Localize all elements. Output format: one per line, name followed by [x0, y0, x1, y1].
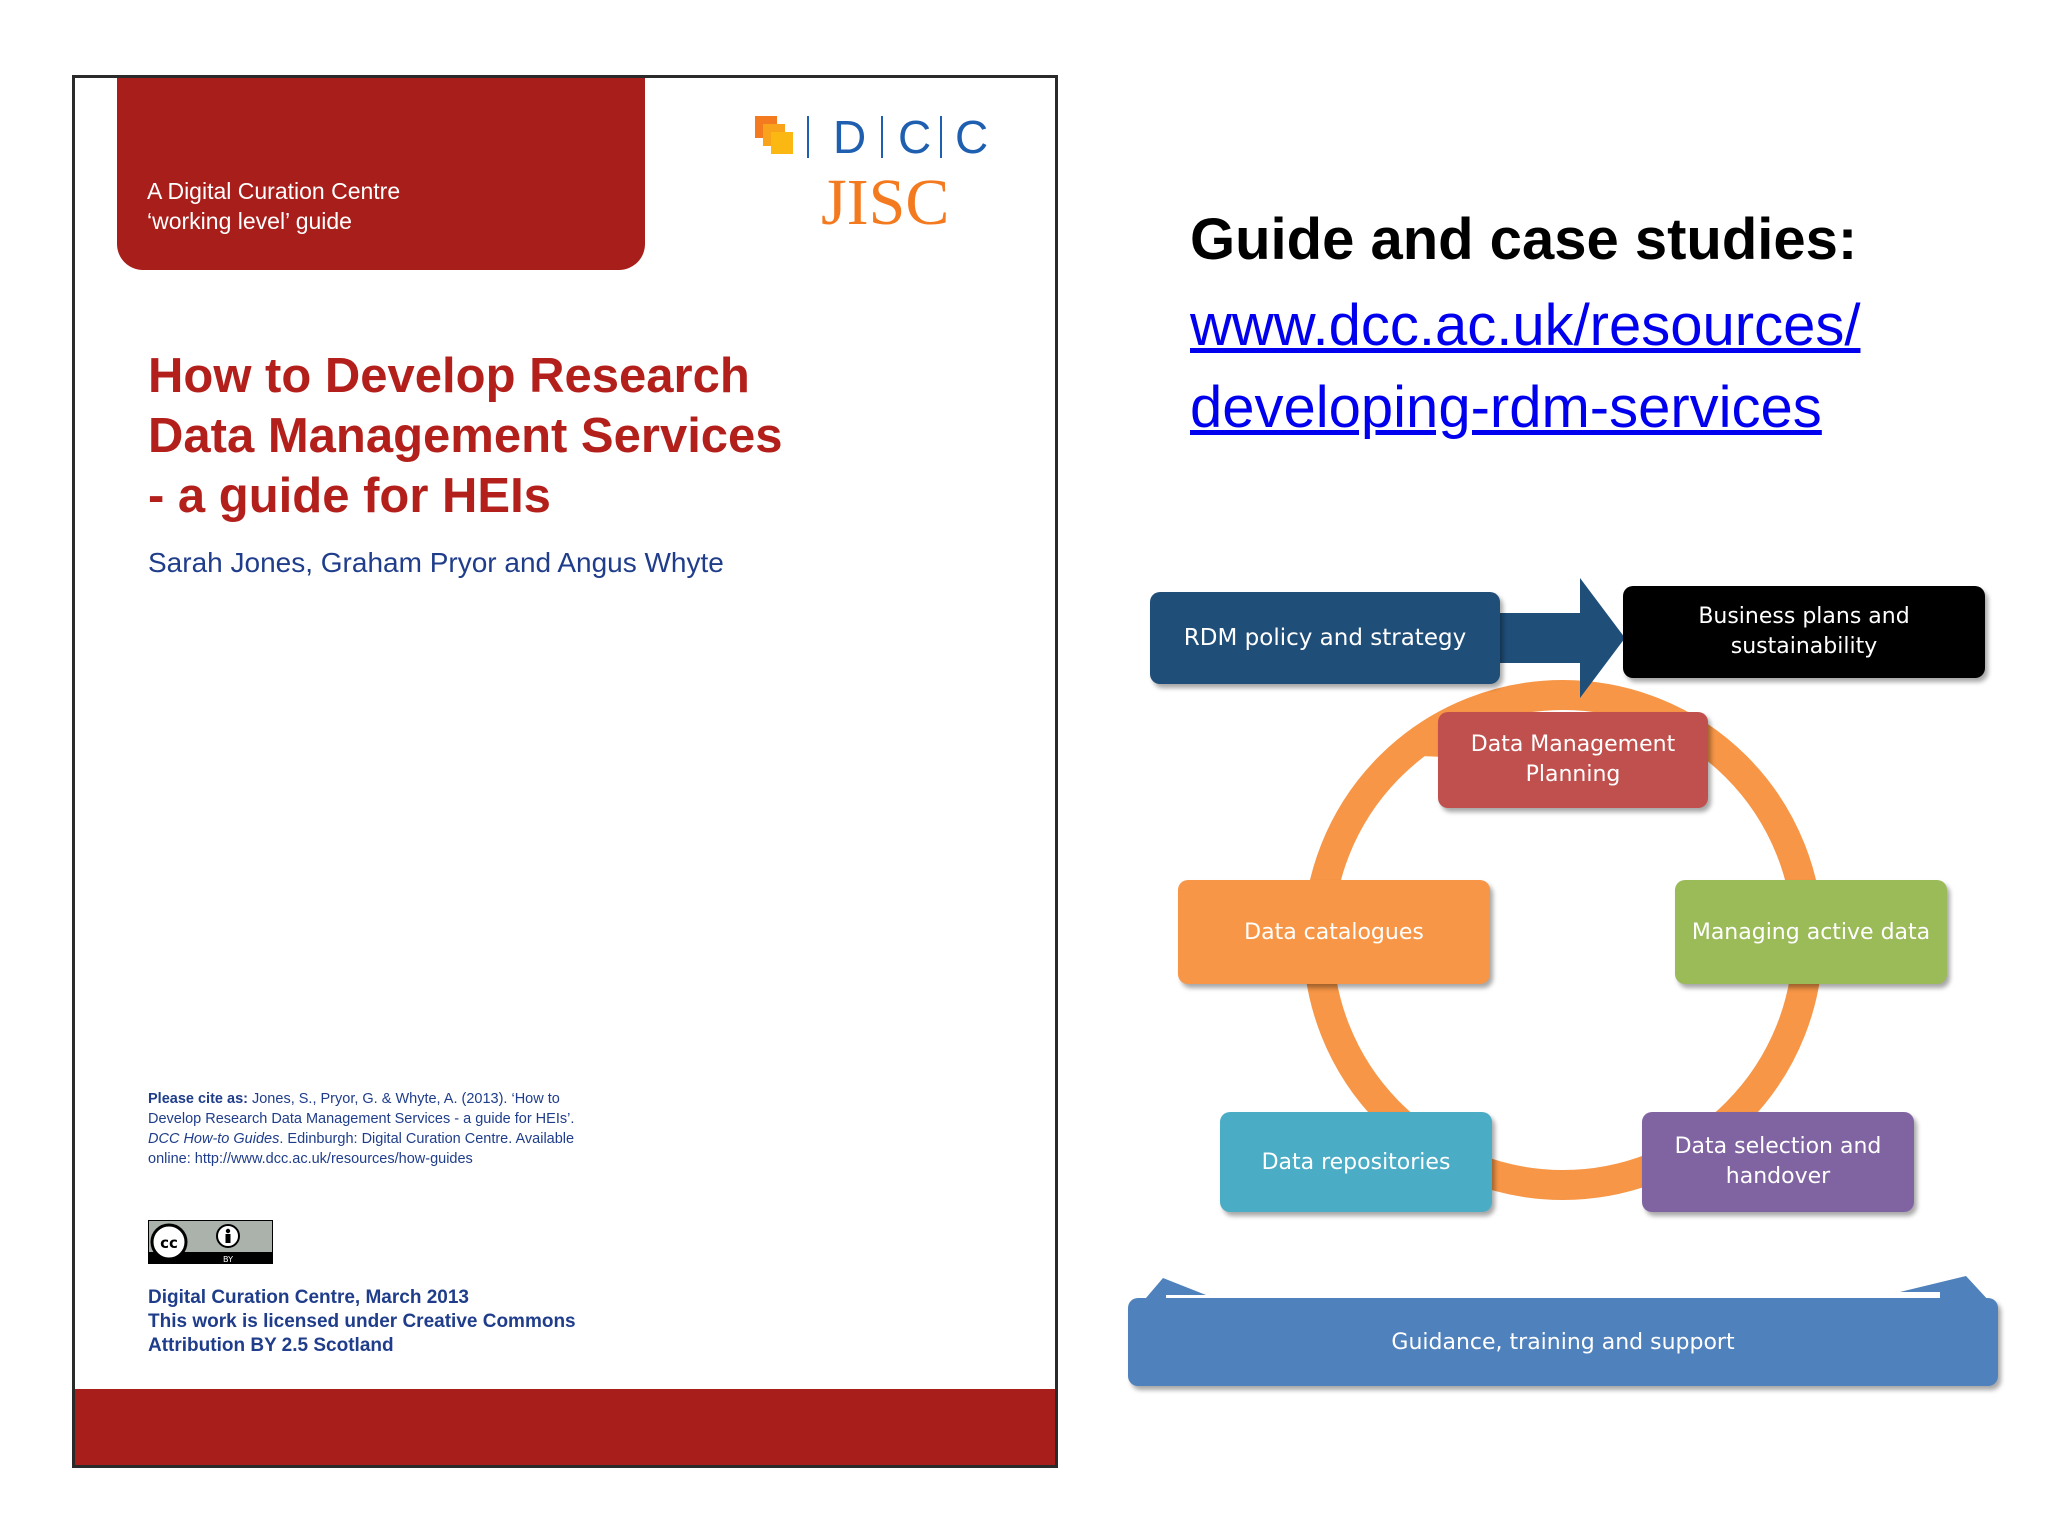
creative-commons-by-icon: [148, 1220, 273, 1264]
slide-heading: Guide and case studies:: [1190, 207, 1858, 272]
cover-title-line-3: - a guide for HEIs: [148, 469, 551, 523]
guidance-label: Guidance, training and support: [1391, 1329, 1735, 1355]
repositories-label: Data repositories: [1261, 1149, 1451, 1175]
dcc-squares-logo-icon: [755, 116, 793, 154]
dcc-jisc-logo: [755, 110, 1005, 240]
cite-series: DCC How-to Guides: [148, 1131, 280, 1147]
selection-line-1: Data selection and: [1674, 1134, 1882, 1159]
publisher-line-3: Attribution BY 2.5 Scotland: [148, 1335, 394, 1356]
data-selection-handover-box: [1642, 1112, 1914, 1212]
resources-link[interactable]: [1190, 285, 1990, 449]
cover-title: [148, 346, 948, 526]
cite-line-4: online: http://www.dcc.ac.uk/resources/how-guides: [148, 1151, 473, 1167]
data-catalogues-box: [1178, 880, 1490, 984]
citation-block: [148, 1089, 708, 1169]
rdm-services-diagram: [1120, 570, 2000, 1400]
cite-label: Please cite as:: [148, 1091, 248, 1107]
publisher-line-1: Digital Curation Centre, March 2013: [148, 1287, 469, 1308]
cover-title-line-1: How to Develop Research: [148, 349, 750, 403]
cite-line-3: . Edinburgh: Digital Curation Centre. Available: [279, 1131, 575, 1147]
rdm-policy-box: [1150, 592, 1500, 684]
business-line-2: sustainability: [1730, 634, 1878, 659]
logo-d: D: [833, 111, 867, 163]
cover-authors: Sarah Jones, Graham Pryor and Angus Whyte: [148, 547, 724, 578]
selection-line-2: handover: [1725, 1164, 1831, 1189]
cover-title-line-2: Data Management Services: [148, 409, 783, 463]
data-repositories-box: [1220, 1112, 1492, 1212]
publisher-line-2: This work is licensed under Creative Commons: [148, 1311, 576, 1332]
rdm-policy-label: RDM policy and strategy: [1183, 625, 1467, 651]
diagram-graphics: [1120, 570, 2000, 1400]
cover-tagline: [147, 176, 400, 236]
publisher-info: [148, 1286, 576, 1358]
catalogues-label: Data catalogues: [1244, 919, 1424, 945]
cite-line-2: Develop Research Data Management Services - a guide for HEIs’.: [148, 1111, 575, 1127]
active-data-label: Managing active data: [1691, 919, 1931, 945]
logo-c1: C: [898, 111, 932, 163]
data-management-planning-box: [1438, 712, 1708, 808]
logo-c2: C: [955, 111, 989, 163]
link-line-2: developing-rdm-services: [1190, 375, 1822, 440]
tagline-line-1: A Digital Curation Centre: [147, 178, 401, 204]
dmp-line-2: Planning: [1525, 762, 1621, 787]
business-plans-box: [1623, 586, 1985, 678]
business-line-1: Business plans and: [1698, 604, 1910, 629]
by-mark: BY: [223, 1255, 233, 1264]
guidance-training-support-bar: [1128, 1298, 1998, 1386]
guide-cover: [72, 75, 1058, 1468]
cc-mark: cc: [160, 1234, 178, 1252]
jisc-wordmark: JISC: [821, 166, 950, 239]
cite-line-1: Jones, S., Pryor, G. & Whyte, A. (2013). ‘How to: [247, 1091, 560, 1107]
tagline-line-2: ‘working level’ guide: [147, 208, 352, 234]
link-line-1: www.dcc.ac.uk/resources/: [1190, 293, 1861, 358]
cover-footer-band: [75, 1389, 1055, 1465]
dmp-line-1: Data Management: [1470, 732, 1676, 757]
managing-active-data-box: [1675, 880, 1947, 984]
cover-header-tab: [117, 78, 645, 270]
